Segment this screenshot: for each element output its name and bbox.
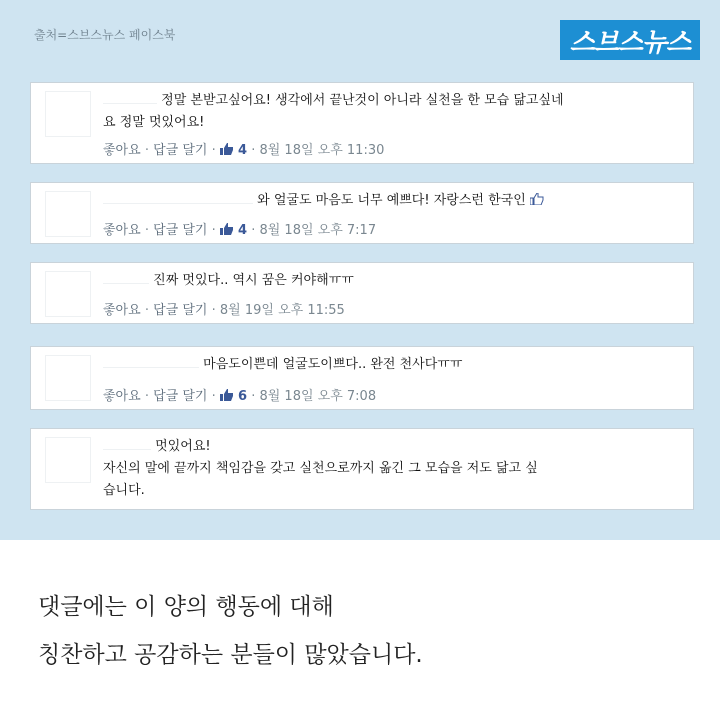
reply-link[interactable]: 답글 달기 — [153, 223, 208, 238]
reply-link[interactable]: 답글 달기 — [153, 303, 208, 318]
comment-text — [103, 269, 693, 292]
like-count: 4 — [238, 223, 248, 238]
caption-line: 칭찬하고 공감하는 분들이 많았습니다. — [38, 642, 423, 668]
like-count: 4 — [238, 143, 248, 158]
comment-text — [103, 89, 693, 134]
avatar — [45, 191, 91, 237]
reply-link[interactable]: 답글 달기 — [153, 389, 208, 404]
comment-meta: 좋아요 · 답글 달기 · 4 · 8월 18일 오후 7:17 — [103, 223, 377, 238]
comment-card — [30, 346, 694, 410]
comment-meta: 좋아요 · 답글 달기 · 8월 19일 오후 11:55 — [103, 303, 345, 318]
like-count: 6 — [238, 389, 248, 404]
comment-card — [30, 262, 694, 324]
thumbs-up-icon — [220, 389, 234, 401]
like-link[interactable]: 좋아요 — [103, 223, 141, 238]
comment-line: 요 정말 멋있어요! — [103, 115, 205, 130]
commenter-name-redacted — [103, 189, 253, 204]
avatar — [45, 271, 91, 317]
avatar — [45, 437, 91, 483]
comment-time: 8월 18일 오후 11:30 — [259, 143, 385, 158]
comment-time: 8월 18일 오후 7:08 — [259, 389, 377, 404]
commenter-name-redacted — [103, 269, 149, 284]
avatar — [45, 355, 91, 401]
comment-time: 8월 18일 오후 7:17 — [259, 223, 377, 238]
commenter-name-redacted — [103, 89, 157, 104]
comment-text — [103, 353, 693, 376]
thumbs-up-icon — [220, 143, 234, 155]
like-link[interactable]: 좋아요 — [103, 143, 141, 158]
like-link[interactable]: 좋아요 — [103, 389, 141, 404]
comment-line: 진짜 멋있다.. 역시 꿈은 커야해ㅠㅠ — [153, 273, 354, 288]
source-credit: 출처=스브스뉴스 페이스북 — [34, 28, 176, 42]
comment-line: 멋있어요! — [155, 439, 211, 454]
comment-text — [103, 189, 693, 212]
comment-line: 와 얼굴도 마음도 너무 예쁘다! 자랑스런 한국인 — [257, 193, 526, 208]
comment-meta: 좋아요 · 답글 달기 · 6 · 8월 18일 오후 7:08 — [103, 389, 377, 404]
comment-line: 습니다. — [103, 483, 145, 498]
thumbs-up-icon — [530, 193, 544, 205]
commenter-name-redacted — [103, 435, 151, 450]
reply-link[interactable]: 답글 달기 — [153, 143, 208, 158]
comment-card — [30, 182, 694, 244]
comment-line: 정말 본받고싶어요! 생각에서 끝난것이 아니라 실천을 한 모습 닮고싶네 — [161, 93, 564, 108]
comment-meta: 좋아요 · 답글 달기 · 4 · 8월 18일 오후 11:30 — [103, 143, 385, 158]
sbs-news-logo: 스브스뉴스 — [560, 20, 700, 60]
caption-line: 댓글에는 이 양의 행동에 대해 — [38, 594, 334, 620]
comment-time: 8월 19일 오후 11:55 — [219, 303, 345, 318]
comment-text — [103, 435, 693, 502]
like-link[interactable]: 좋아요 — [103, 303, 141, 318]
thumbs-up-icon — [220, 223, 234, 235]
comment-line: 마음도이쁜데 얼굴도이쁘다.. 완전 천사다ㅠㅠ — [203, 357, 463, 372]
comment-card — [30, 428, 694, 510]
comment-card — [30, 82, 694, 164]
comment-line: 자신의 말에 끝까지 책임감을 갖고 실천으로까지 옮긴 그 모습을 저도 닮고 싶 — [103, 461, 538, 476]
avatar — [45, 91, 91, 137]
commenter-name-redacted — [103, 353, 199, 368]
